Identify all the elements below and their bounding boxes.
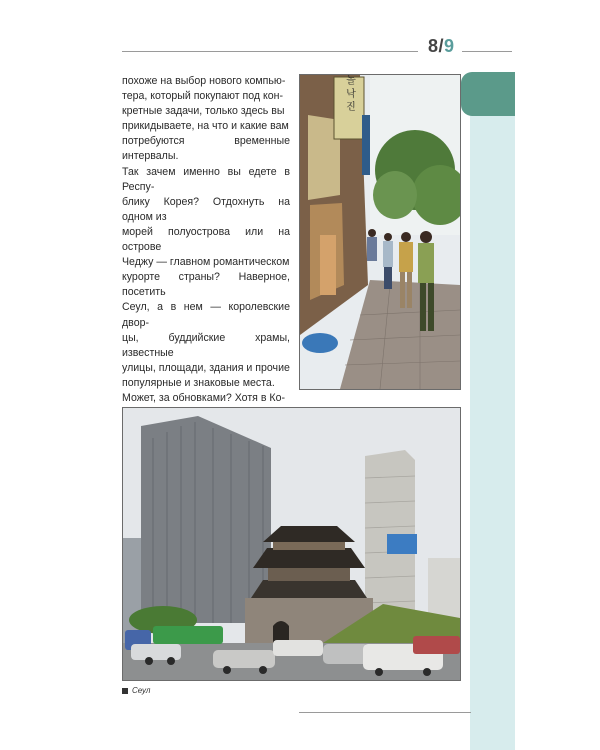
section-tab [461, 72, 515, 116]
page-number-total: 9 [444, 36, 455, 56]
caption-text: Сеул [132, 686, 151, 695]
page-number [428, 36, 455, 57]
city-photo [122, 407, 461, 681]
page-number-current: 8 [428, 36, 439, 56]
photo-caption [122, 686, 150, 695]
header-rule-left [122, 51, 418, 52]
body-text: похоже на выбор нового компью- тера, который покупают под кон- кретные задачи, только здесь вы прикидываете, на что и какие вам потребуются временные интервалы. Так зачем именно вы едете в Респу- блику Корея? Отдохнуть на одном из морей полуострова или на острове Чеджу — главном романтическом курорте страны? Наверное, посетить Сеул, а в нем — королевские двор- цы, буддийские храмы, известные улицы, площади, здания и прочие популярные и знаковые места. Может, за обновками? Хотя в Ко- [122, 75, 290, 404]
caption-marker [122, 688, 128, 694]
header-rule-right [462, 51, 512, 52]
street-photo [299, 74, 461, 390]
footer-rule [299, 712, 471, 713]
page-number-separator: / [438, 36, 445, 56]
street-sign-text: 놀 낙 진 [343, 75, 355, 112]
side-color-bar [470, 92, 515, 750]
